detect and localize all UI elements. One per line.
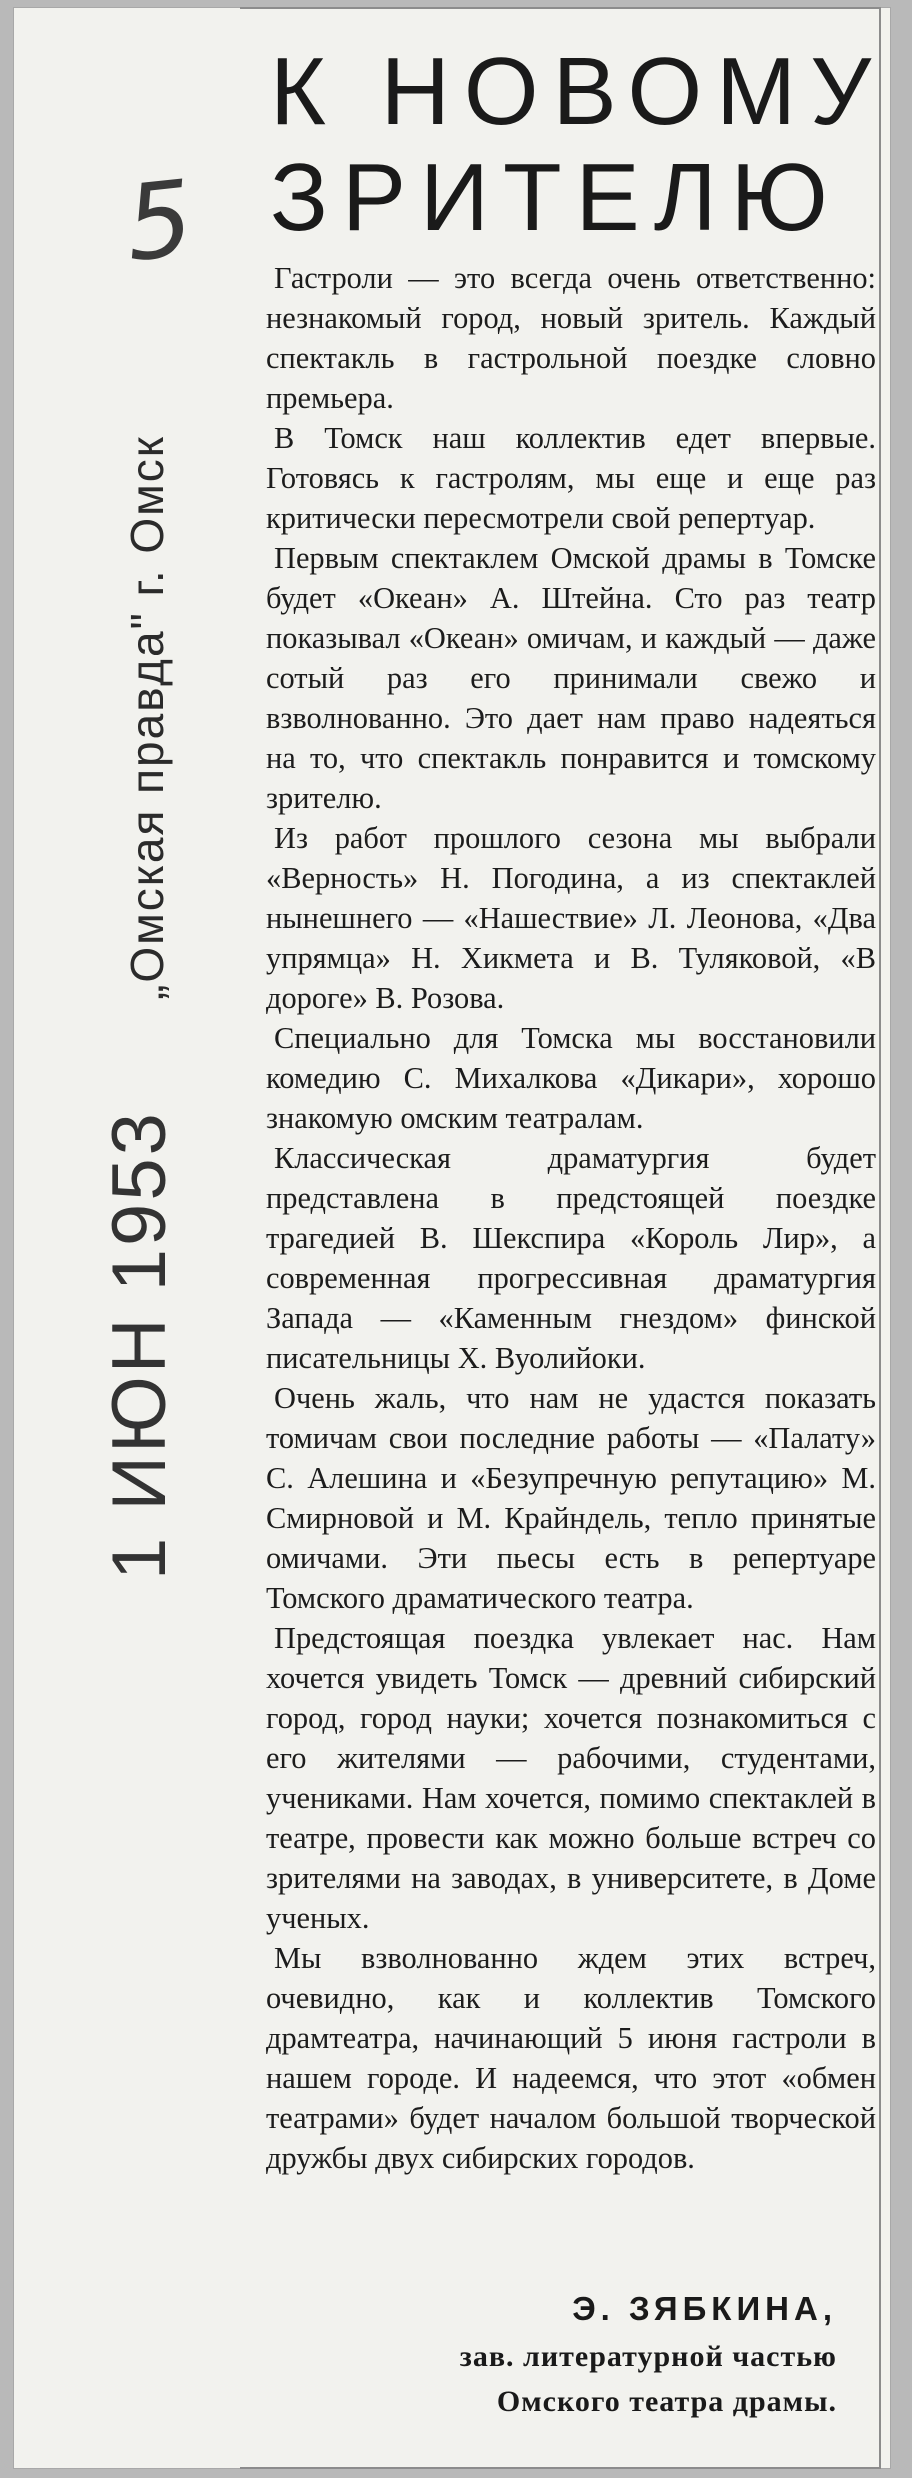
date-stamp: 1 ИЮН 1953 xyxy=(97,1110,182,1580)
signature-role-line-2: Омского театра драмы. xyxy=(496,2385,837,2418)
handwritten-mark: 5 xyxy=(119,156,199,286)
paragraph: Первым спектаклем Омской драмы в Томске будет «Океан» А. Штейна. Сто раз театр показывал «Океан» омичам, и каждый — даже сотый раз его принимали свежо и взволнованно. Это дает нам право надеяться на то, что спектакль понравится и томскому зрителю. xyxy=(266,541,876,815)
paragraph: Очень жаль, что нам не удастся показать томичам свои последние работы — «Палату» С. Алешина и «Безупречную репутацию» М. Смирновой и М. Крайндель, тепло принятые омичами. Эти пьесы есть в репертуаре Томского драматического театра. xyxy=(266,1381,876,1615)
paragraph: Специально для Томска мы восстановили комедию С. Михалкова «Дикари», хорошо знакомую омским театралам. xyxy=(266,1021,876,1135)
paragraph: Предстоящая поездка увлекает нас. Нам хочется увидеть Томск — древний сибирский город, город науки; хочется познакомиться с его жителями — рабочими, студентами, учениками. Нам хочется, помимо спектаклей в театре, провести как можно больше встреч со зрителями на заводах, в университете, в Доме ученых. xyxy=(266,1621,876,1935)
paragraph: Гастроли — это всегда очень ответственно: незнакомый город, новый зритель. Каждый спектакль в гастрольной поездке словно премьера. xyxy=(266,261,876,415)
signature-name: Э. ЗЯБКИНА, xyxy=(572,2290,837,2327)
paragraph: В Томск наш коллектив едет впервые. Готовясь к гастролям, мы еще и еще раз критически пересмотрели свой репертуар. xyxy=(266,421,876,535)
headline-line-1: К НОВОМУ xyxy=(270,38,886,145)
paragraph: Классическая драматургия будет представлена в предстоящей поездке трагедией В. Шекспира «Король Лир», а современная прогрессивная драматургия Запада — «Каменным гнездом» финской писательницы Х. Вуолийоки. xyxy=(266,1141,876,1375)
headline-line-2: ЗРИТЕЛЮ xyxy=(270,144,842,251)
signature-role-line-1: зав. литературной частью xyxy=(459,2340,837,2373)
article-body xyxy=(266,258,876,2178)
paragraph: Из работ прошлого сезона мы выбрали «Верность» Н. Погодина, а из спектаклей нынешнего — «Нашествие» Л. Леонова, «Два упрямца» Н. Хикмета и В. Туляковой, «В дороге» В. Розова. xyxy=(266,821,876,1015)
paragraph: Мы взволнованно ждем этих встреч, очевидно, как и коллектив Томского драмтеатра, начинающий 5 июня гастроли в нашем городе. И надеемся, что этот «обмен театрами» будет началом большой творческой дружбы двух сибирских городов. xyxy=(266,1941,876,2175)
newspaper-stamp: „Омская правда" г. Омск xyxy=(121,435,173,1000)
